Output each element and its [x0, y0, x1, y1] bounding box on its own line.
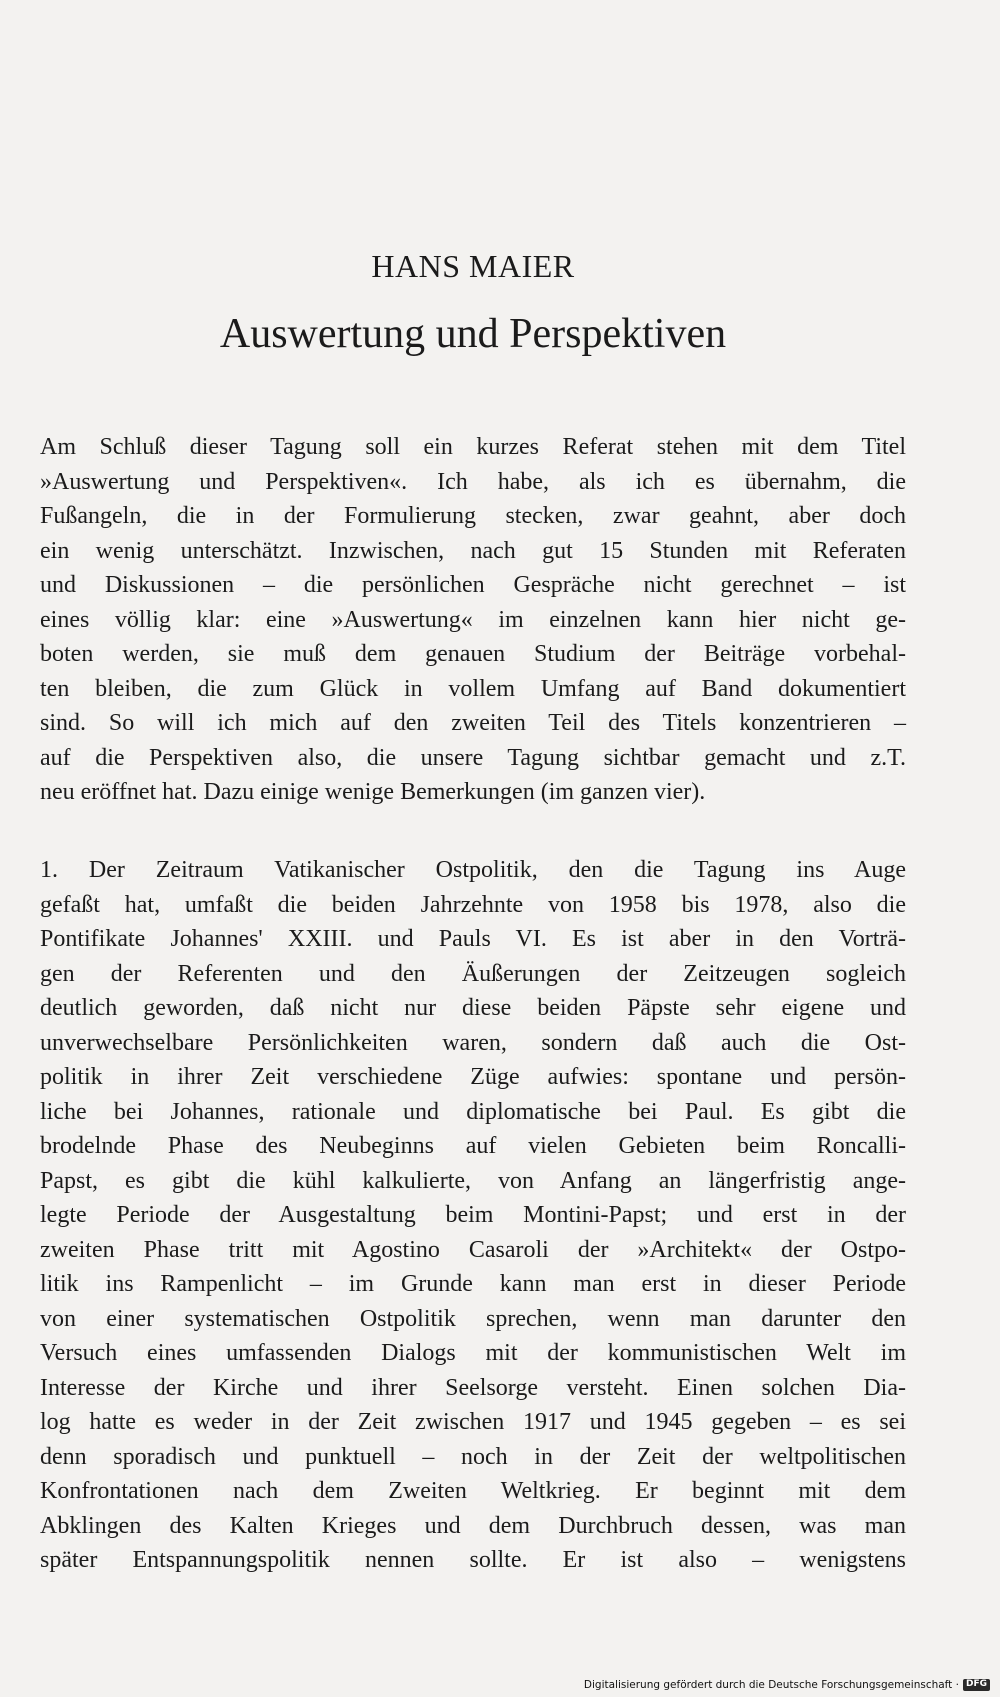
text-line: von einer systematischen Ostpolitik sprechen, wenn man darunter den: [40, 1305, 906, 1332]
text-line: gen der Referenten und den Äußerungen der Zeitzeugen sogleich: [40, 960, 906, 987]
text-line: unverwechselbare Persönlichkeiten waren, sondern daß auch die Ost-: [40, 1029, 906, 1056]
dfg-logo-icon: DFG: [963, 1679, 990, 1691]
text-line: zweiten Phase tritt mit Agostino Casaroli der »Architekt« der Ostpo-: [40, 1236, 906, 1263]
text-line: deutlich geworden, daß nicht nur diese beiden Päpste sehr eigene und: [40, 995, 906, 1021]
text-line: eines völlig klar: eine »Auswertung« im einzelnen kann hier nicht ge-: [40, 606, 906, 633]
digitization-footer: [584, 1679, 990, 1691]
text-line: legte Periode der Ausgestaltung beim Montini-Papst; und erst in der: [40, 1202, 906, 1228]
text-line: Pontifikate Johannes' XXIII. und Pauls VI. Es ist aber in den Vorträ-: [40, 926, 906, 952]
paragraph-1: [40, 430, 906, 810]
footer-text: Digitalisierung gefördert durch die Deutsche Forschungsgemeinschaft ·: [583, 1679, 959, 1691]
text-line: »Auswertung und Perspektiven«. Ich habe, als ich es übernahm, die: [40, 468, 906, 495]
text-line: sind. So will ich mich auf den zweiten Teil des Titels konzentrieren –: [40, 710, 906, 736]
text-line: ten bleiben, die zum Glück in vollem Umfang auf Band dokumentiert: [40, 675, 906, 702]
author-name: HANS MAIER: [371, 248, 575, 284]
text-line: Interesse der Kirche und ihrer Seelsorge versteht. Einen solchen Dia-: [40, 1374, 906, 1401]
chapter-title: Auswertung und Perspektiven: [219, 311, 727, 357]
text-line: Am Schluß dieser Tagung soll ein kurzes Referat stehen mit dem Titel: [40, 434, 906, 460]
text-line: politik in ihrer Zeit verschiedene Züge aufwies: spontane und persön-: [40, 1064, 906, 1090]
text-line: Papst, es gibt die kühl kalkulierte, von Anfang an längerfristig ange-: [40, 1167, 906, 1194]
text-line: gefaßt hat, umfaßt die beiden Jahrzehnte von 1958 bis 1978, also die: [40, 891, 906, 918]
text-line: boten werden, sie muß dem genauen Studium der Beiträge vorbehal-: [40, 641, 906, 667]
text-line: denn sporadisch und punktuell – noch in der Zeit der weltpolitischen: [40, 1443, 906, 1470]
text-line: Abklingen des Kalten Krieges und dem Durchbruch dessen, was man: [40, 1512, 906, 1539]
text-line: später Entspannungspolitik nennen sollte. Er ist also – wenigstens: [40, 1547, 906, 1573]
text-line: Konfrontationen nach dem Zweiten Weltkrieg. Er beginnt mit dem: [40, 1478, 906, 1504]
text-line: auf die Perspektiven also, die unsere Tagung sichtbar gemacht und z.T.: [40, 744, 906, 771]
text-line: litik ins Rampenlicht – im Grunde kann man erst in dieser Periode: [40, 1271, 906, 1297]
text-line: log hatte es weder in der Zeit zwischen 1917 und 1945 gegeben – es sei: [40, 1409, 906, 1435]
text-line: und Diskussionen – die persönlichen Gespräche nicht gerechnet – ist: [40, 572, 906, 598]
text-line: 1. Der Zeitraum Vatikanischer Ostpolitik, den die Tagung ins Auge: [40, 857, 906, 883]
text-line: ein wenig unterschätzt. Inzwischen, nach gut 15 Stunden mit Referaten: [40, 537, 906, 564]
text-line: brodelnde Phase des Neubeginns auf vielen Gebieten beim Roncalli-: [40, 1133, 906, 1159]
text-line: neu eröffnet hat. Dazu einige wenige Bemerkungen (im ganzen vier).: [40, 779, 706, 805]
text-line: Versuch eines umfassenden Dialogs mit der kommunistischen Welt im: [40, 1340, 906, 1366]
text-line: liche bei Johannes, rationale und diplomatische bei Paul. Es gibt die: [40, 1098, 906, 1125]
paragraph-2: [40, 853, 906, 1578]
text-line: Fußangeln, die in der Formulierung stecken, zwar geahnt, aber doch: [40, 503, 906, 529]
